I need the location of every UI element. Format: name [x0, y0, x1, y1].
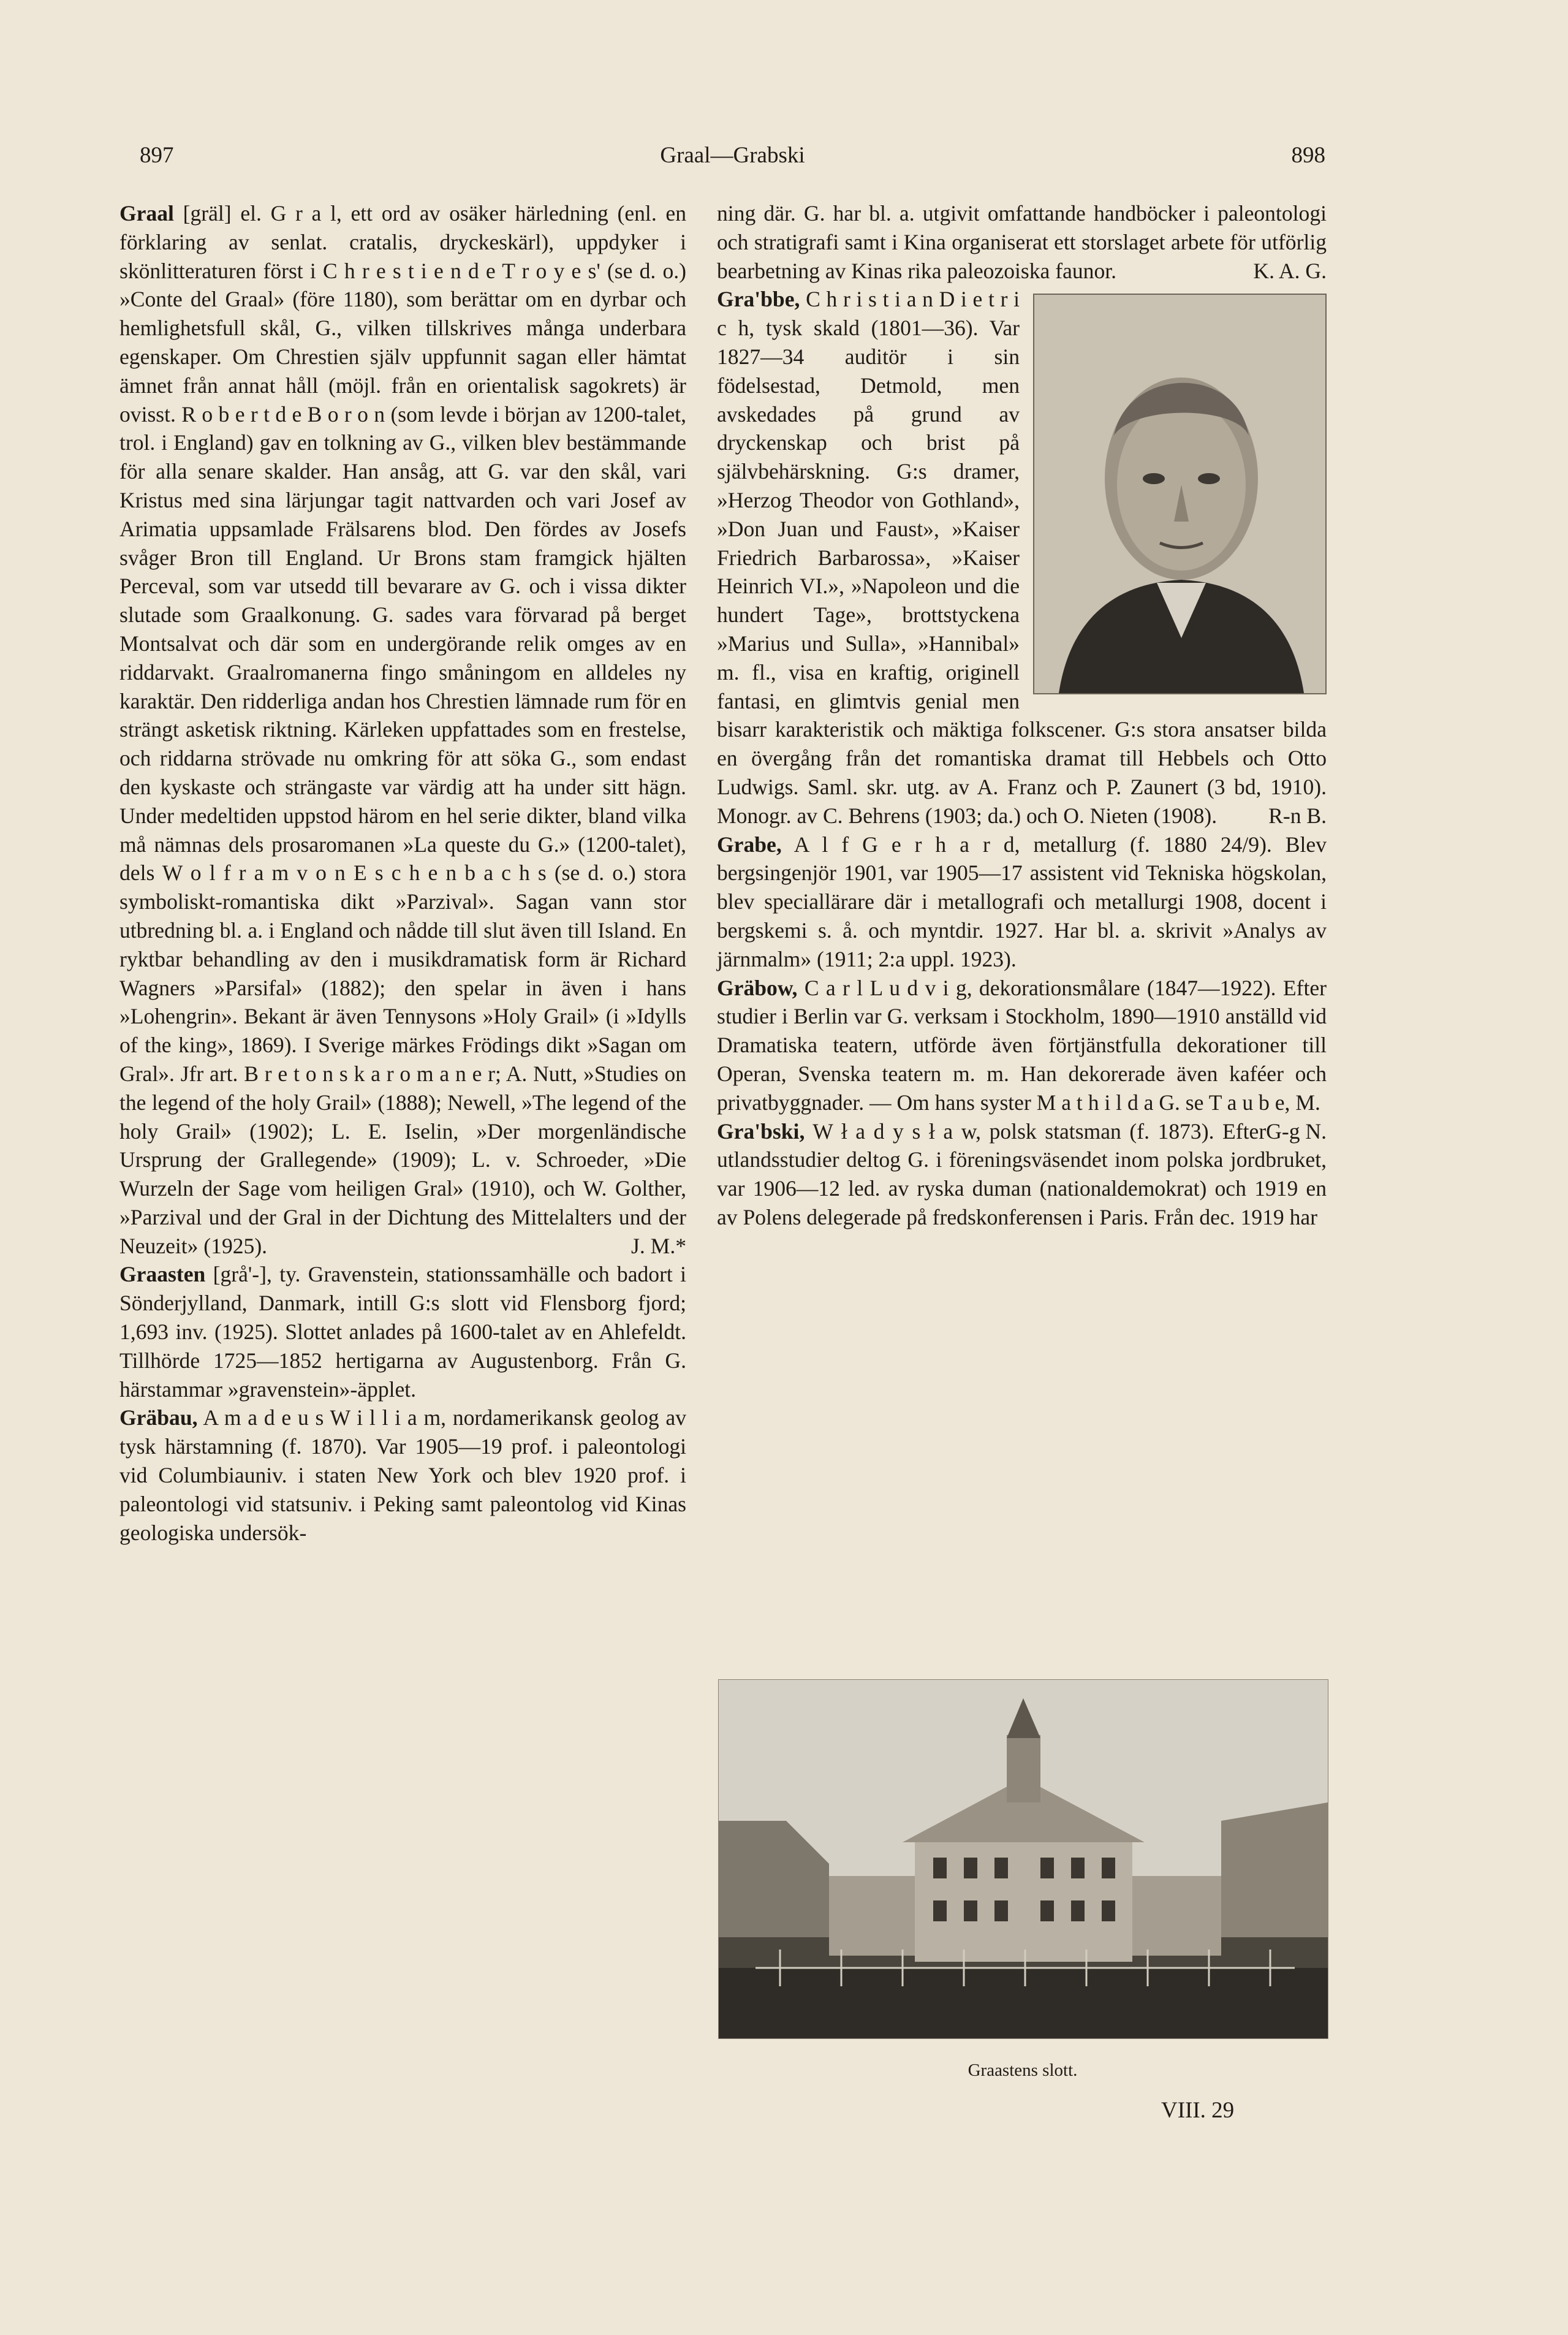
entry-text: C h r i s t i a n D i e t r i c h, tysk skald (1801—36). Var 1827—34 auditör i sin födelsestad, Detmold, men avskedades på grund av dryckenskap och brist på självbehärskning. G:s dramer, »Herzog Theodor von Gothland», »Don Juan und Faust», »Kaiser Friedrich Barbarossa», »Kaiser Heinrich VI.», »Napoleon und die hundert Tage», brottstyckena »Marius und Sulla», »Hannibal» m. fl., visa en kraftig, originell fantasi, en glimtvis genial men bisarr karakteristik och mäktiga folkscener. G:s stora ansatser bilda en övergång från det romantiska dramat till Hebbels och Otto Ludwigs. Saml. skr. utg. av A. Franz och P. Zaunert (3 bd, 1910). Monogr. av C. Behrens (1903; da.) och O. Nieten (1908).: [717, 287, 1327, 828]
page-number-left: 897: [140, 143, 174, 168]
entry-grabski: [717, 1117, 1327, 1232]
headword: Gräbau,: [119, 1405, 198, 1430]
entry-grabbe: [717, 285, 1327, 830]
castle-illustration: [719, 1680, 1328, 2038]
entry-graal: [119, 199, 686, 1260]
headword: Gräbow,: [717, 975, 798, 1000]
headword: Gra'bbe,: [717, 287, 800, 312]
author-signature: K. A. G.: [1253, 258, 1327, 283]
page-header: [140, 142, 1325, 185]
running-title: Graal—Grabski: [660, 143, 805, 168]
entry-text: A l f G e r h a r d, metallurg (f. 1880 24/9). Blev bergsingenjör 1901, var 1905—17 assistent vid Tekniska högskolan, blev speciallärare där i metallografi och metallurgi 1908, docent i bergskemi s. å. och myntdir. 1927. Har bl. a. skrivit »Analys av järnmalm» (1911; 2:a uppl. 1923).: [717, 832, 1327, 971]
castle-photograph: [718, 1679, 1328, 2039]
author-signature: G-g N.: [1266, 1118, 1327, 1144]
right-column: [717, 199, 1327, 1232]
author-signature: J. M.*: [631, 1233, 686, 1258]
signature-mark: VIII. 29: [1161, 2098, 1235, 2123]
headword: Graal: [119, 201, 174, 226]
entry-text: W ł a d y s ł a w, polsk statsman (f. 1873). Efter utlandsstudier deltog G. i föreningsväsendet inom polska jordbruket, var 1906—12 led. av ryska duman (nationaldemokrat) och 1919 en av Polens delegerade på fredskonferensen i Paris. Från dec. 1919 har: [717, 1118, 1327, 1229]
entry-text: [grå'-], ty. Gravenstein, stationssamhälle och badort i Sönderjylland, Danmark, intill G:s slott vid Flensborg fjord; 1,693 inv. (1925). Slottet anlades på 1600-talet av en Ahlefeldt. Tillhörde 1725—1852 hertigarna av Augustenborg. Från G. härstammar »gravenstein»-äpplet.: [119, 1262, 686, 1402]
portrait-illustration: [1034, 295, 1325, 693]
portrait-image: [1033, 294, 1327, 694]
entry-text: C a r l L u d v i g, dekorationsmålare (1847—1922). Efter studier i Berlin var G. verksam i Stockholm, 1890—1910 anställd vid Dramatiska teatern, utförde även förtjänstfulla dekorationer till Operan, Svenska teatern m. m. Han dekorerade även kaféer och privatbyggnader. — Om hans syster M a t h i l d a G. se T a u b e, M.: [717, 975, 1327, 1115]
headword: Graasten: [119, 1262, 206, 1287]
entry-grabau: [119, 1403, 686, 1547]
left-column: [119, 199, 686, 1547]
headword: Gra'bski,: [717, 1118, 805, 1144]
entry-grabe: [717, 830, 1327, 974]
photo-caption: Graastens slott.: [968, 2060, 1078, 2080]
entry-text: [gräl] el. G r a l, ett ord av osäker härledning (enl. en förklaring av senlat. cratalis, dryckeskärl), uppdyker i skönlitteraturen först i C h r e s t i e n d e T r o y e s' (se d. o.) »Conte del Graal» (före 1180), som berättar om en dyrbar och hemlighetsfull skål, G., vilken tillskrives många underbara egenskaper. Om Chrestien själv uppfunnit sagan eller hämtat ämnet från annat håll (möjl. från en orientalisk sagokrets) är ovisst. R o b e r t d e B o r o n (som levde i början av 1200-talet, trol. i England) gav en tolkning av G., vilken blev bestämmande för alla senare skalder. Han ansåg, att G. var den skål, vari Kristus med sina lärjungar tagit nattvarden och vari Josef av Arimatia uppsamlade Frälsarens blod. Den fördes av Josefs svåger Bron till England. Ur Brons stam framgick hjälten Perceval, som var utsedd till bevarare av G. och i vissa dikter slutade som Graalkonung. G. sades vara förvarad på berget Montsalvat och där som en undergörande relik omges av en riddarvakt. Graalromanerna fingo småningom en alldeles ny karaktär. Den ridderliga andan hos Chrestien lämnade rum för en strängt asketisk riktning. Kärleken uppfattades som en frestelse, och riddarna strövade nu omkring för att söka G., som endast den kyskaste och strängaste var värdig att ha under sitt hägn. Under medeltiden uppstod härom en hel serie dikter, bland vilka må nämnas dels prosaromanen »La queste du G.» (1200-talet), dels W o l f r a m v o n E s c h e n b a c h s (se d. o.) stora symboliskt-romantiska dikt »Parzival». Sagan vann stor utbredning bl. a. i England och nådde till slut även till Island. En ryktbar behandling av den i musikdramatisk form är Richard Wagners »Parsifal» (1882); den spelar in även i hans »Lohengrin». Bekant är även Tennysons »Holy Grail» (i »Idylls of the king», 1869). I Sverige märkes Frödings dikt »Sagan om Gral». Jfr art. B r e t o n s k a r o m a n e r; A. Nutt, »Studies on the legend of the holy Grail» (1888); Newell, »The legend of the holy Grail» (1902); L. E. Iselin, »Der morgenländische Ursprung der Grallegende» (1909); L. v. Schroeder, »Die Wurzeln der Sage vom heiligen Gral» (1910), och W. Golther, »Parzival und der Gral in der Dichtung des Mittelalters und der Neuzeit» (1925).: [119, 201, 686, 1258]
headword: Grabe,: [717, 832, 782, 857]
page-number-right: 898: [1291, 143, 1325, 168]
author-signature: R-n B.: [1268, 803, 1327, 828]
entry-text: ning där. G. har bl. a. utgivit omfattande handböcker i paleontologi och stratigrafi samt i Kina organiserat ett storslaget arbete för utförlig bearbetning av Kinas rika paleozoiska faunor.: [717, 201, 1327, 283]
entry-text: A m a d e u s W i l l i a m, nordamerikansk geolog av tysk härstamning (f. 1870). Var 1905—19 prof. i paleontologi vid Columbiauniv. i staten New York och blev 1920 prof. i paleontologi vid statsuniv. i Peking samt paleontolog vid Kinas geologiska undersök-: [119, 1405, 686, 1545]
entry-grabau-continued: [717, 199, 1327, 285]
entry-graasten: [119, 1260, 686, 1403]
